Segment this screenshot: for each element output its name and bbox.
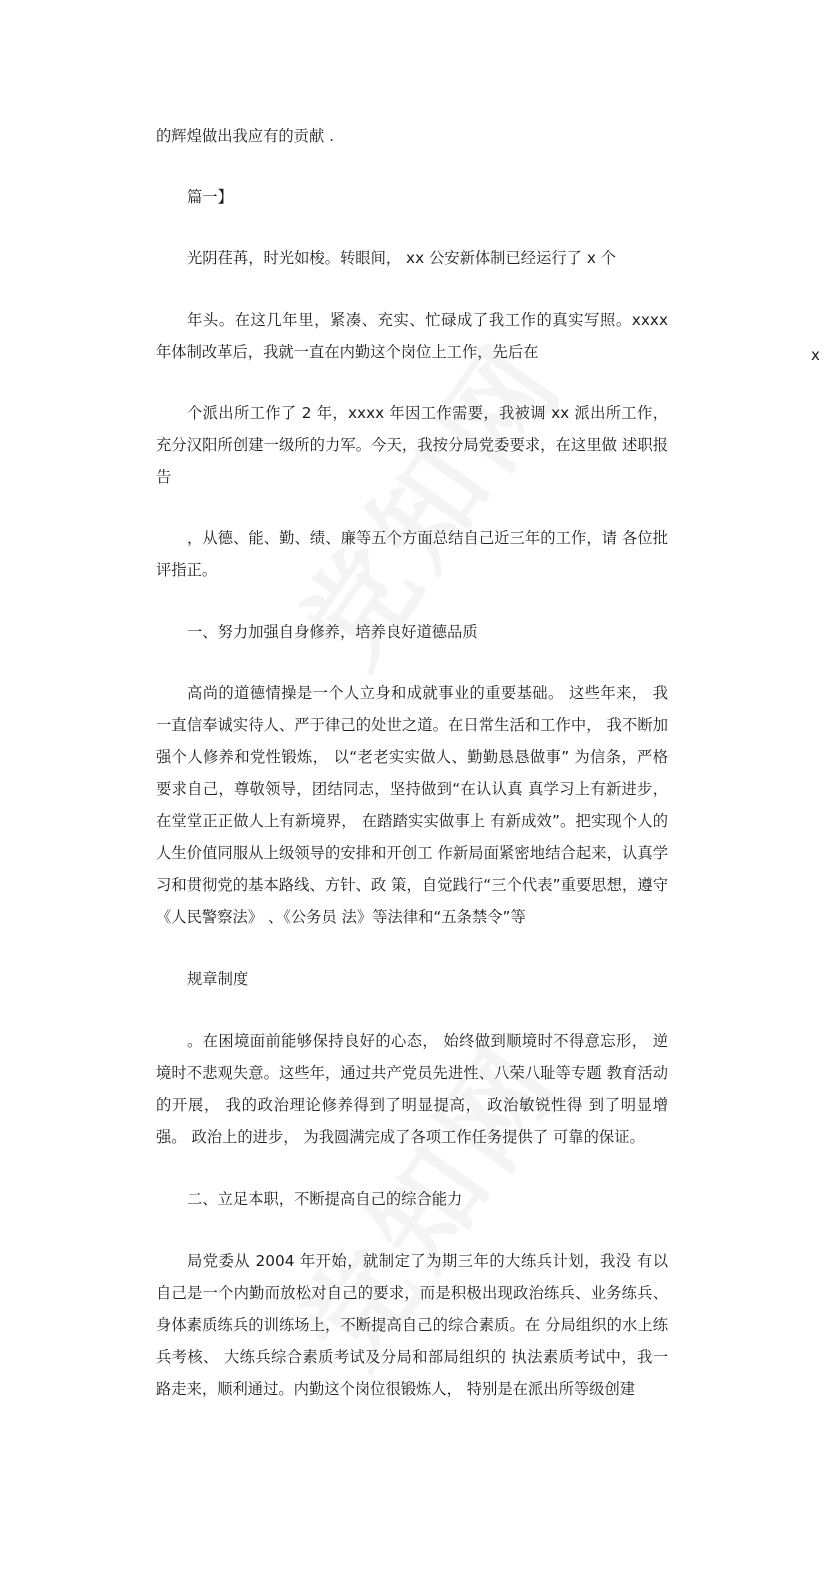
paragraph-intro-time: 光阴荏苒，时光如梭。转眼间， xx 公安新体制已经运行了 x 个 <box>187 249 617 267</box>
paragraph-police-station: 个派出所工作了 2 年，xxxx 年因工作需要，我被调 xx 派出所工作，充分汉阳所创建一级所的力军。今天，我按分局党委要求，在这里做 述职报告 <box>156 404 668 486</box>
paragraph-closing-line: 的辉煌做出我应有的贡献 . <box>156 127 334 145</box>
paragraph-attitude: 。在困境面前能够保持良好的心态， 始终做到顺境时不得意忘形， 逆境时不悲观失意。这些年，通过共产党员先进性、八荣八耻等专题 教育活动的开展， 我的政治理论修养得到了明显提高， 政治敏锐性得 到了明显增强。 政治上的进步， 为我圆满完成了各项工作任务提供了 可靠的保证。 <box>156 1032 668 1146</box>
section-heading-part-one: 篇一】 <box>187 188 233 206</box>
section-heading-two: 二、立足本职，不断提高自己的综合能力 <box>187 1190 463 1208</box>
paragraph-rules: 规章制度 <box>187 970 249 988</box>
paragraph-summary-request: ，从德、能、勤、绩、廉等五个方面总结自己近三年的工作，请 各位批评指正。 <box>156 529 668 579</box>
paragraph-training: 局党委从 2004 年开始，就制定了为期三年的大练兵计划，我没 有以自己是一个内勤而放松对自己的要求，而是积极出现政治练兵、业务练兵、身体素质练兵的训练场上，不断提高自己的综合素质。在 分局组织的水上练兵考核、 大练兵综合素质考试及分局和部局组织的 执法素质考试中，我一路走来，顺利通过。内勤这个岗位很锻炼人， 特别是在派出所等级创建 <box>156 1252 668 1398</box>
paragraph-moral-cultivation: 高尚的道德情操是一个人立身和成就事业的重要基础。 这些年来， 我一直信奉诚实待人、严于律己的处世之道。在日常生活和工作中， 我不断加强个人修养和党性锻炼， 以“老老实实做人、勤勤恳恳做事” 为信条，严格要求自己，尊敬领导，团结同志，坚持做到“在认认真 真学习上有新进步， 在堂堂正正做人上有新境界， 在踏踏实实做事上 有新成效”。把实现个人的人生价值同服从上级领导的安排和开创工 作新局面紧密地结合起来，认真学习和贯彻党的基本路线、方针、政 策，自觉践行“三个代表”重要思想，遵守《人民警察法》 、《公务员 法》等法律和“五条禁令”等 <box>156 684 668 926</box>
section-heading-one: 一、努力加强自身修养，培养良好道德品质 <box>187 623 478 641</box>
stray-character: x <box>811 346 820 364</box>
paragraph-intro-years: 年头。在这几年里，紧凑、充实、忙碌成了我工作的真实写照。xxxx 年体制改革后，我就一直在内勤这个岗位上工作，先后在 <box>156 311 668 361</box>
